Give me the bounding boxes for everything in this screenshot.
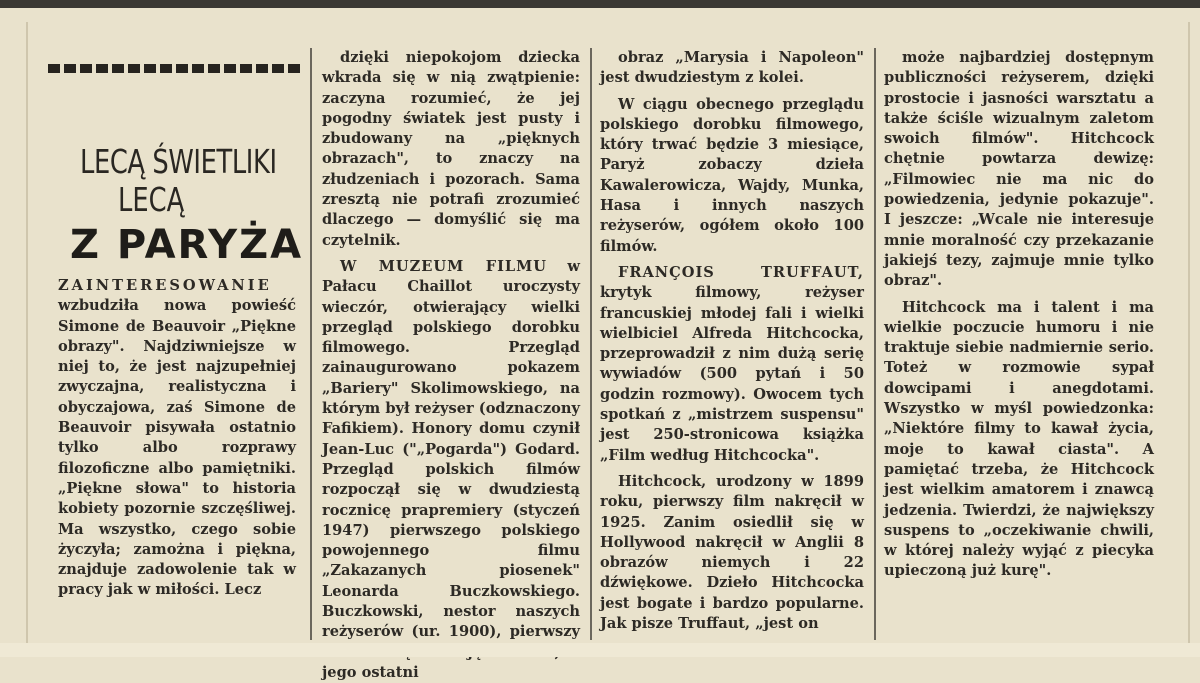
column-3-paragraph-4: Hitchcock, urodzony w 1899 roku, pierwszy film nakręcił w 1925. Zanim osiedlił się w Hollywood nakręcił w Anglii 8 obrazów niemych i 22 dźwiękowe. Dzieło Hitchcocka jest bogate i bardzo popularne. Jak pisze Truffaut, „jest on [600,472,864,633]
column-1-text [58,276,296,601]
column-3-paragraph-2: W ciągu obecnego przeglądu polskiego dorobku filmowego, który trwać będzie 3 miesiące, Paryż zobaczy dzieła Kawalerowicza, Wajdy, Munka, Hasa i innych naszych reżyserów, ogółem około 100 filmów. [600,95,864,255]
column-divider-1 [310,48,312,640]
column-2 [322,48,580,683]
column-4-paragraph-1: może najbardziej dostępnym publiczności reżyserem, dzięki prostocie i jasności warsztatu a także ściśle wizualnym zaletom swoich filmów". Hitchcock chętnie powtarza dewizę: „Filmowiec nie ma nic do powiedzenia, jedynie pokazuje". I jeszcze: „Wcale nie interesuje mnie moralność czy przekazanie jakiejś tezy, zajmuje mnie tylko obraz". [884,49,1154,290]
headline-line-1: LECĄ ŚWIETLIKI [80,142,277,181]
column-4-paragraph-2: Hitchcock ma i talent i ma wielkie poczucie humoru i nie traktuje siebie nadmiernie serio. Toteż w rozmowie sypał dowcipami i anegdotami. Wszystko w myśl powiedzonka: „Niektóre filmy to kawał życia, moje to kawał ciasta". A pamiętać trzeba, że Hitchcock jest wielkim amatorem i znawcą jedzenia. Twierdzi, że największy suspens to „oczekiwanie chwili, w której należy wyjąć z piecyka upieczoną już kurę". [884,298,1154,580]
column-3-paragraph-1: obraz „Marysia i Napoleon" jest dwudziestym z kolei. [600,49,864,87]
column-3 [600,48,864,634]
column-3-paragraph-3 [600,263,864,466]
column-2-paragraph-2-body: w Pałacu Chaillot uroczysty wieczór, otwierający wielki przegląd polskiego dorobku filmowego. Przegląd zainaugurowano pokazem „Bariery" Skolimowskiego, na którym był reżyser (odznaczony Fafikiem). Honory domu czynił Jean-Luc ("„Pogarda") Godard. Przegląd polskich filmów rozpoczął się w dwudziestą rocznicę prapremiery (styczeń 1947) pierwszego polskiego powojennego filmu „Zakazanych piosenek" Leonarda Buczkowskiego. Buczkowski, nestor naszych reżyserów (ur. 1900), pierwszy jego ostatni [322,257,580,681]
column-2-lead-caps: W MUZEUM FILMU [340,257,548,275]
column-2-paragraph-1: dzięki niepokojom dziecka wkrada się w nią zwątpienie: zaczyna rozumieć, że jej pogodny światek jest pusty i zbudowany na „pięknych obrazach", to znaczy na złudzeniach i pozorach. Sama zresztą nie potrafi zrozumieć dlaczego — domyślić się ma czytelnik. [322,49,580,249]
decorative-dash-rule [48,64,308,74]
headline-line-3: Z PARYŻA [70,222,304,268]
headline-line-2: LECĄ [118,180,185,219]
column-4 [884,48,1154,582]
top-border-rule [0,0,1200,8]
column-divider-2 [590,48,592,640]
column-divider-3 [874,48,876,640]
column-1-body: wzbudziła nowa powieść Simone de Beauvoir „Piękne obrazy". Najdziwniejsze w niej to, że jest najzupełniej zwyczajna, realistyczna i obyczajowa, zaś Simone de Beauvoir pisywała ostatnio tylko albo rozprawy filozoficzne albo pamiętniki. „Piękne słowa" to historia kobiety pozornie szczęśliwej. Ma wszystko, czego sobie życzyła; zamożna i piękna, znajduje zadowolenie tak w pracy jak w miłości. Lecz [58,297,296,599]
column-3-paragraph-3-body: krytyk filmowy, reżyser francuskiej młodej fali i wielki wielbiciel Alfreda Hitchcocka, przeprowadził z nim dużą serię wywiadów (500 pytań i 50 godzin rozmowy). Owocem tych spotkań z „mistrzem suspensu" jest 250-stronicowa książka „Film według Hitchcocka". [600,284,864,464]
column-3-lead-caps: FRANÇOIS TRUFFAUT, [618,263,864,281]
column-1-lead-word: ZAINTERESOWANIE [58,277,272,294]
column-2-paragraph-2 [322,257,580,683]
bottom-margin [0,643,1200,657]
